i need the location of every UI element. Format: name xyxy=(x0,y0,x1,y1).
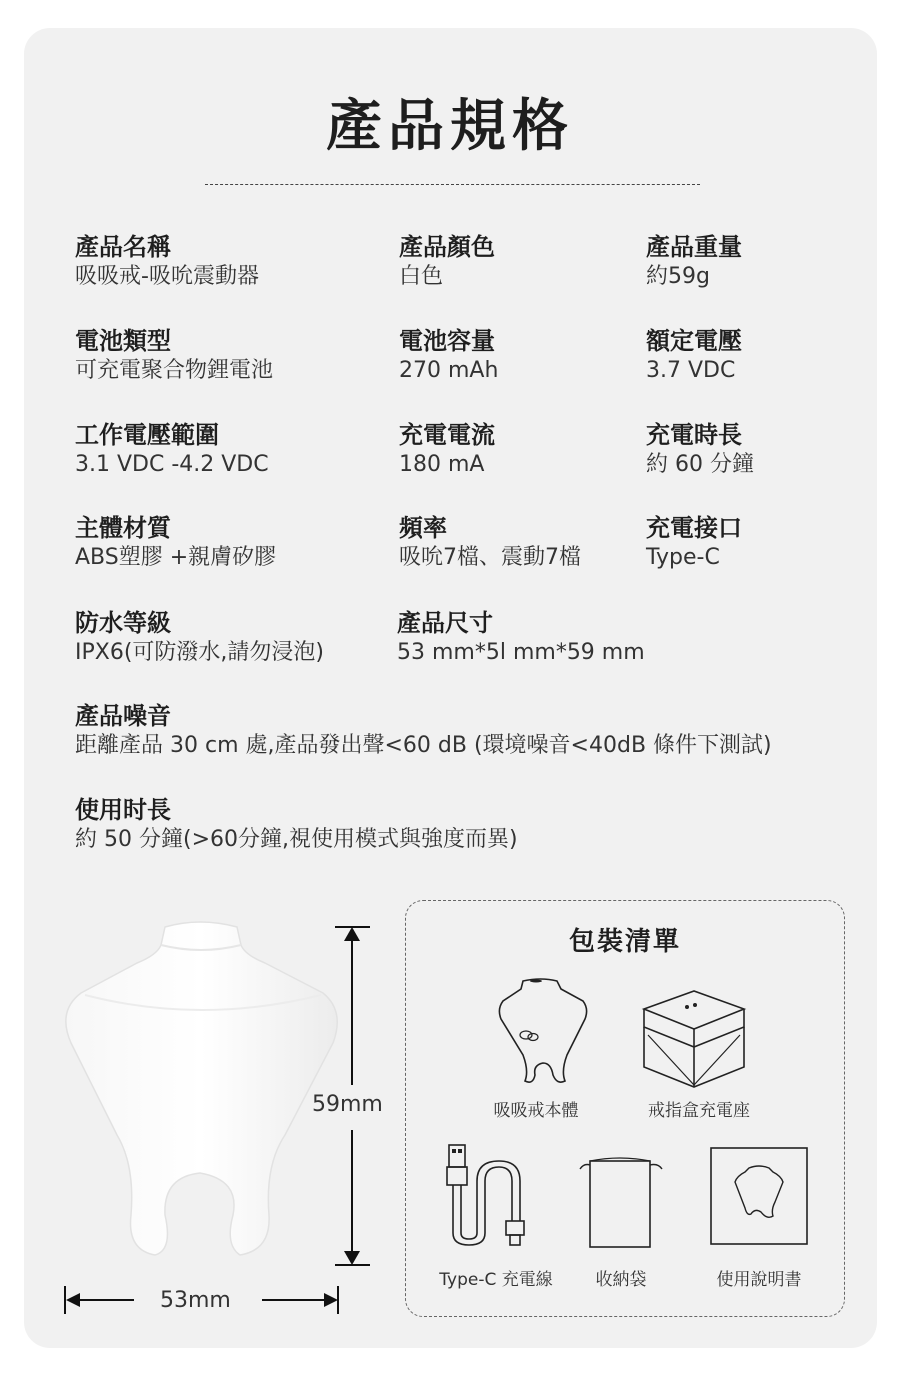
spec-value: 180 mA xyxy=(399,452,485,477)
package-item-charging-box: 戒指盒充電座 xyxy=(648,1101,750,1121)
spec-label: 主體材質 xyxy=(75,514,171,542)
height-label: 59mm xyxy=(312,1092,383,1117)
package-title: 包裝清單 xyxy=(568,927,681,957)
title-divider xyxy=(205,184,700,185)
spec-label: 充電時長 xyxy=(646,421,742,449)
charging-box-icon xyxy=(639,989,749,1089)
pouch-icon xyxy=(574,1141,666,1253)
spec-waterproof xyxy=(75,608,324,668)
spec-label: 產品尺寸 xyxy=(397,609,493,637)
spec-value: 約 60 分鐘 xyxy=(646,452,754,477)
spec-value: 53 mm*5l mm*59 mm xyxy=(397,640,645,665)
package-item-cable: Type-C 充電線 xyxy=(439,1270,553,1290)
spec-value: 吸吸戒-吸吮震動器 xyxy=(75,264,259,289)
spec-label: 產品噪音 xyxy=(75,702,171,730)
spec-frequency xyxy=(399,513,581,573)
package-item-pouch: 收納袋 xyxy=(595,1270,647,1290)
spec-value: 約 50 分鐘(>60分鐘,視使用模式與強度而異) xyxy=(75,827,518,852)
spec-charge-time xyxy=(646,420,754,480)
spec-value: 3.1 VDC -4.2 VDC xyxy=(75,452,269,477)
spec-battery-capacity xyxy=(399,326,498,386)
spec-noise xyxy=(75,701,772,761)
spec-value: 3.7 VDC xyxy=(646,358,736,383)
spec-value: 約59g xyxy=(646,264,710,289)
spec-label: 充電電流 xyxy=(399,421,495,449)
spec-battery-type xyxy=(75,326,273,386)
spec-charge-current xyxy=(399,420,495,480)
spec-label: 使用时長 xyxy=(75,796,171,824)
spec-product-name xyxy=(75,232,259,292)
spec-value: 白色 xyxy=(399,264,444,289)
product-image xyxy=(55,915,355,1275)
spec-value: IPX6(可防潑水,請勿浸泡) xyxy=(75,640,324,665)
spec-product-color xyxy=(399,232,495,292)
spec-dimensions xyxy=(397,608,645,668)
manual-icon xyxy=(709,1146,809,1246)
spec-product-weight xyxy=(646,232,742,292)
spec-label: 產品重量 xyxy=(646,233,742,261)
spec-value: 可充電聚合物鋰電池 xyxy=(75,358,274,383)
spec-value: ABS塑膠 +親膚矽膠 xyxy=(75,545,277,570)
spec-label: 充電接口 xyxy=(646,514,742,542)
spec-label: 產品名稱 xyxy=(75,233,171,261)
cable-icon xyxy=(444,1141,544,1253)
spec-charge-port xyxy=(646,513,742,573)
spec-value: 270 mAh xyxy=(399,358,499,383)
spec-label: 工作電壓範圍 xyxy=(75,421,219,449)
package-item-manual: 使用說明書 xyxy=(716,1270,802,1290)
ring-body-icon xyxy=(491,975,591,1090)
page-title: 產品規格 xyxy=(326,94,574,159)
spec-label: 產品顏色 xyxy=(399,233,495,261)
spec-label: 電池類型 xyxy=(75,327,171,355)
spec-value: 吸吮7檔、震動7檔 xyxy=(399,545,581,570)
spec-rated-voltage xyxy=(646,326,742,386)
spec-value: Type-C xyxy=(646,545,720,570)
spec-usage-time xyxy=(75,795,518,855)
spec-label: 防水等級 xyxy=(75,609,171,637)
width-label: 53mm xyxy=(160,1288,231,1313)
spec-working-voltage xyxy=(75,420,269,480)
spec-label: 頻率 xyxy=(399,514,447,542)
spec-value: 距離產品 30 cm 處,產品發出聲<60 dB (環境噪音<40dB 條件下測試) xyxy=(75,733,772,758)
spec-material xyxy=(75,513,276,573)
spec-label: 電池容量 xyxy=(399,327,495,355)
package-item-body: 吸吸戒本體 xyxy=(493,1101,579,1121)
spec-label: 額定電壓 xyxy=(646,327,742,355)
package-list-box xyxy=(405,900,845,1317)
